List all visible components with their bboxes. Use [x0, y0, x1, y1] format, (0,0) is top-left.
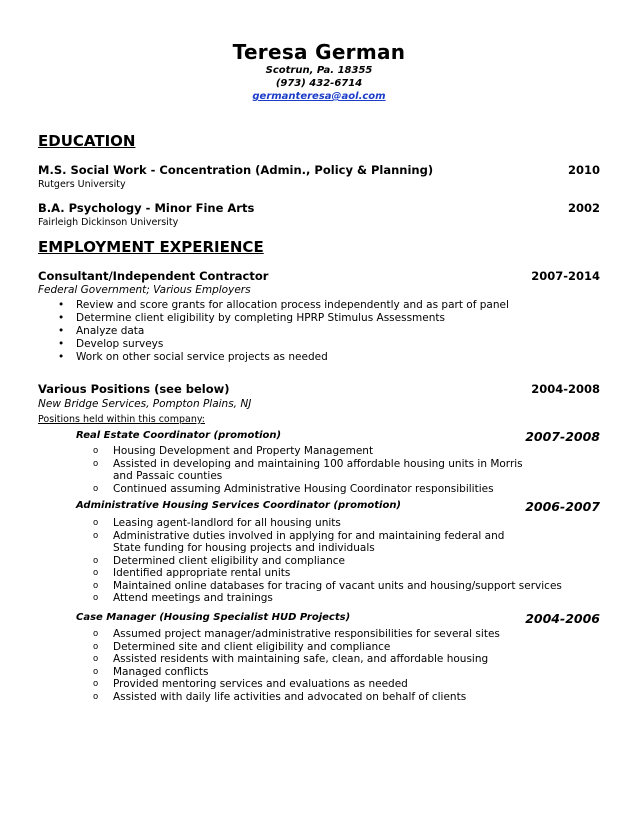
job-title: Consultant/Independent Contractor	[38, 269, 269, 283]
job-consultant	[38, 269, 600, 283]
list-item: o Assisted in developing and maintaining 100 affordable housing units in Morris and Passaic counties	[93, 458, 533, 483]
list-item: • Work on other social service projects as needed	[56, 351, 509, 364]
list-item: o Maintained online databases for tracing of vacant units and housing/support services	[93, 580, 562, 593]
role-years: 2004-2006	[525, 611, 600, 626]
phone: (973) 432-6714	[275, 78, 363, 89]
role-title: Administrative Housing Services Coordinator (promotion)	[76, 500, 402, 511]
email-line	[0, 91, 638, 102]
list-item: • Determine client eligibility by completing HPRP Stimulus Assessments	[56, 312, 509, 325]
degree-ba	[38, 201, 600, 215]
role-title: Case Manager (Housing Specialist HUD Projects)	[76, 612, 351, 623]
list-item: o Administrative duties involved in applying for and maintaining federal and State funding for housing projects and individuals	[93, 530, 533, 555]
role-case-manager	[76, 611, 600, 626]
job1-bullet-list	[56, 299, 509, 364]
degree-title: M.S. Social Work - Concentration (Admin., Policy & Planning)	[38, 163, 434, 177]
degree-ms	[38, 163, 600, 177]
resume-name: Teresa German	[232, 40, 406, 64]
degree-year: 2002	[567, 201, 600, 215]
list-item: o Assisted residents with maintaining safe, clean, and affordable housing	[93, 653, 500, 666]
positions-label: Positions held within this company:	[38, 414, 205, 425]
role2-list	[93, 517, 562, 605]
address: Scotrun, Pa. 18355	[265, 65, 373, 76]
job-years: 2007-2014	[531, 269, 600, 283]
list-item: o Leasing agent-landlord for all housing units	[93, 517, 562, 530]
list-item: o Continued assuming Administrative Housing Coordinator responsibilities	[93, 483, 533, 496]
role-years: 2007-2008	[525, 429, 600, 444]
role-title: Real Estate Coordinator (promotion)	[76, 430, 282, 441]
list-item: • Review and score grants for allocation process independently and as part of panel	[56, 299, 509, 312]
list-item: o Identified appropriate rental units	[93, 567, 562, 580]
job-years: 2004-2008	[531, 382, 600, 396]
list-item: • Develop surveys	[56, 338, 509, 351]
job-org: New Bridge Services, Pompton Plains, NJ	[38, 398, 252, 410]
employment-heading: EMPLOYMENT EXPERIENCE	[38, 238, 264, 256]
list-item: o Attend meetings and trainings	[93, 592, 562, 605]
role3-list	[93, 628, 500, 703]
list-item: • Analyze data	[56, 325, 509, 338]
list-item: o Assisted with daily life activities and advocated on behalf of clients	[93, 691, 500, 704]
role-real-estate	[76, 429, 600, 444]
list-item: o Managed conflicts	[93, 666, 500, 679]
role-years: 2006-2007	[525, 499, 600, 514]
list-item: o Housing Development and Property Management	[93, 445, 533, 458]
job-org: Federal Government; Various Employers	[38, 284, 251, 296]
degree-school: Fairleigh Dickinson University	[38, 217, 179, 228]
email-link[interactable]: germanteresa@aol.com	[252, 91, 386, 102]
degree-title: B.A. Psychology - Minor Fine Arts	[38, 201, 255, 215]
list-item: o Provided mentoring services and evaluations as needed	[93, 678, 500, 691]
job-various	[38, 382, 600, 396]
education-heading: EDUCATION	[38, 132, 136, 150]
job-title: Various Positions (see below)	[38, 382, 230, 396]
list-item: o Determined client eligibility and compliance	[93, 555, 562, 568]
list-item: o Assumed project manager/administrative responsibilities for several sites	[93, 628, 500, 641]
list-item: o Determined site and client eligibility and compliance	[93, 641, 500, 654]
role1-list	[93, 445, 533, 495]
role-admin-housing	[76, 499, 600, 514]
degree-year: 2010	[567, 163, 600, 177]
degree-school: Rutgers University	[38, 179, 126, 190]
